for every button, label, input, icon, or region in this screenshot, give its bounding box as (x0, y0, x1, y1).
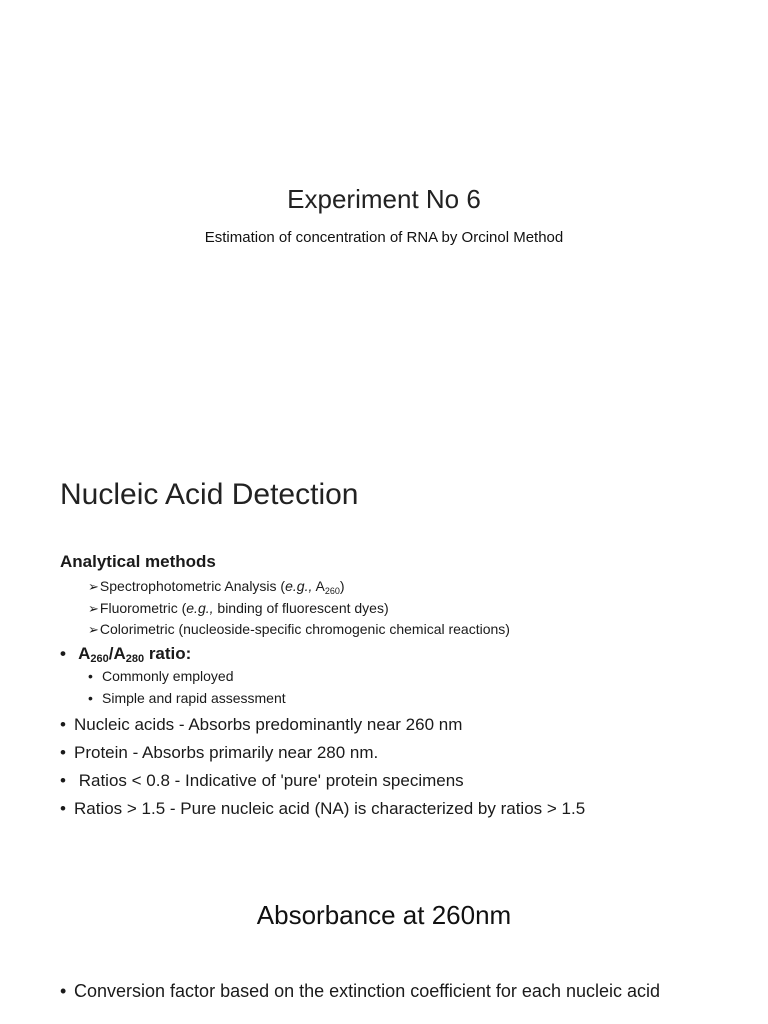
ratio-point-text: Commonly employed (102, 668, 234, 684)
bullet-text: Protein - Absorbs primarily near 280 nm. (74, 743, 379, 762)
method-subscript: 260 (324, 586, 340, 596)
ratio-text: ratio: (144, 644, 192, 663)
bullet-dot-icon: • (60, 981, 67, 1001)
list-item (60, 711, 585, 739)
slide-3-bullets (60, 980, 720, 1002)
bullet-dot-icon: • (60, 799, 66, 818)
list-item (88, 598, 510, 620)
method-text: binding of fluorescent dyes) (213, 599, 389, 616)
list-item (88, 619, 510, 641)
list-item (60, 767, 585, 795)
slide-nucleic-acid-detection (0, 460, 768, 860)
list-item (60, 980, 720, 1002)
ratio-points-list (88, 666, 286, 709)
slide-title (0, 0, 768, 460)
method-text: A (312, 578, 325, 594)
slide-3-title: Absorbance at 260nm (256, 900, 512, 930)
method-text: ) (339, 578, 345, 594)
list-item (88, 576, 510, 598)
ratio-text: /A (108, 644, 126, 663)
bullet-dot-icon: • (88, 689, 93, 706)
method-text: Colorimetric (nucleoside-specific chromogenic chemical reactions) (99, 621, 510, 637)
slide-1-subtitle: Estimation of concentration of RNA by Orcinol Method (204, 229, 564, 246)
method-text: Fluorometric ( (99, 599, 187, 616)
ratio-subscript: 280 (125, 653, 145, 665)
method-text: Spectrophotometric Analysis ( (99, 578, 286, 594)
bullet-text: Conversion factor based on the extinction coefficient for each nucleic acid (74, 981, 661, 1001)
methods-list (88, 576, 510, 641)
arrow-bullet-icon: ➢ (88, 600, 99, 616)
bullet-dot-icon: • (60, 743, 66, 762)
bullet-dot-icon: • (60, 715, 66, 734)
absorbance-bullets (60, 711, 585, 823)
list-item (88, 688, 286, 710)
ratio-heading (60, 644, 191, 664)
bullet-text: Ratios > 1.5 - Pure nucleic acid (NA) is characterized by ratios > 1.5 (74, 799, 586, 818)
ratio-point-text: Simple and rapid assessment (102, 689, 286, 706)
arrow-bullet-icon: ➢ (88, 622, 99, 637)
slide-absorbance (0, 860, 768, 1024)
slide-1-title: Experiment No 6 (287, 184, 481, 214)
ratio-subscript: 260 (90, 653, 109, 665)
arrow-bullet-icon: ➢ (88, 579, 99, 594)
bullet-text: Ratios < 0.8 - Indicative of 'pure' protein specimens (74, 771, 464, 790)
bullet-dot-icon: • (88, 668, 93, 684)
bullet-text: Nucleic acids - Absorbs predominantly near 260 nm (74, 715, 463, 734)
list-item (88, 666, 286, 688)
method-eg: e.g., (186, 599, 214, 616)
method-eg: e.g., (285, 578, 313, 594)
list-item (60, 739, 585, 767)
list-item (60, 795, 585, 823)
slide-2-title: Nucleic Acid Detection (60, 478, 359, 511)
bullet-dot-icon: • (60, 644, 66, 663)
methods-heading: Analytical methods (60, 552, 216, 571)
bullet-dot-icon: • (60, 771, 66, 790)
ratio-text: A (78, 644, 91, 663)
